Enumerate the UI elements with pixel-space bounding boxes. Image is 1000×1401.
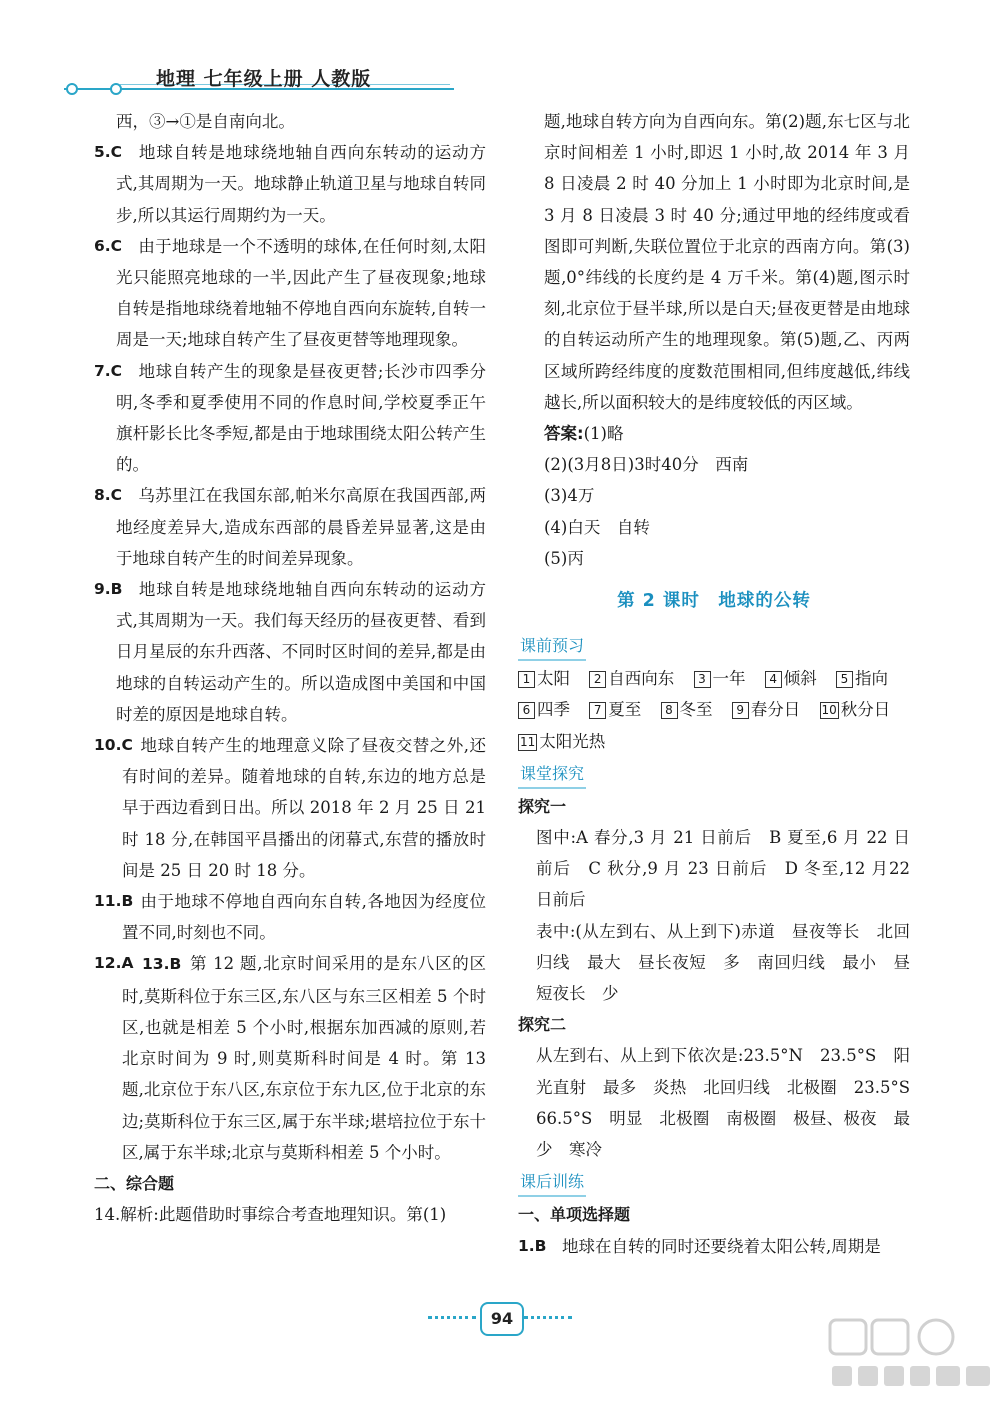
explore-two-text: 从左到右、从上到下依次是:23.5°N 23.5°S 阳光直射 最多 炎热 北回归线 北极圈 23.5°S 66.5°S 明显 北极圈 南极圈 极昼、极夜 最少 寒冷 — [536, 1046, 927, 1160]
lesson-title: 第 2 课时 地球的公转 — [617, 591, 811, 612]
preview-tag: 课前预习 — [518, 633, 586, 661]
answer-text: 地球自转是地球绕地轴自西向东转动的运动方式,其周期为一天。我们每天经历的昼夜更替、看到日月星辰的东升西落、不同时区时间的差异,都是由地球的自转运动产生的。所以造成图中美国和中国时差的原因是地球自转。 — [116, 580, 486, 724]
answer-number: 5.C — [94, 143, 123, 162]
answer-text: 地球自转产生的现象是昼夜更替;长沙市四季分明,冬季和夏季使用不同的作息时间,学校夏季正午旗杆影长比冬季短,都是由于地球围绕太阳公转产生的。 — [116, 361, 486, 475]
answer-number: 6.C — [94, 236, 123, 255]
page-header — [0, 0, 1000, 100]
answer-item-9 — [94, 574, 486, 730]
number-box: 10 — [821, 703, 837, 718]
number-box: 7 — [589, 702, 606, 719]
page-number: 94 — [480, 1302, 524, 1336]
preview-item: 5 指向 — [836, 663, 888, 694]
header-circle-icon — [66, 83, 78, 95]
header-title: 地理 七年级上册 人教版 — [156, 68, 372, 90]
number-box: 4 — [765, 671, 782, 688]
practice-item-1 — [518, 1231, 910, 1262]
answer-number: 1.B — [518, 1236, 547, 1255]
answer-text: 此题借助时事综合考查地理知识。第(1) — [158, 1205, 447, 1225]
answer-number: 9.B — [94, 580, 123, 599]
explore-tag: 课堂探究 — [518, 761, 586, 789]
number-box: 5 — [836, 671, 853, 688]
answer-item-11 — [94, 886, 486, 948]
answer-item-10 — [94, 730, 486, 886]
preview-item: 3 一年 — [694, 663, 746, 694]
preview-item: 4 倾斜 — [765, 663, 817, 694]
number-box: 1 — [518, 671, 535, 688]
preview-answers — [518, 663, 910, 757]
answer-line: (5)丙 — [544, 548, 584, 568]
answer-number: 10.C — [94, 736, 133, 755]
answer-text: 地球自转是地球绕地轴自西向东转动的运动方式,其周期为一天。地球静止轨道卫星与地球自转同步,所以其运行周期约为一天。 — [116, 143, 486, 225]
explore-one-title: 探究一 — [518, 796, 567, 816]
number-box: 11 — [520, 734, 536, 749]
number-box: 6 — [518, 702, 535, 719]
analysis-label: 解析: — [120, 1205, 159, 1225]
answer-line: (4)白天 自转 — [544, 517, 650, 537]
answer-number-13: 13.B — [142, 955, 182, 974]
answer-line: (2)(3月8日)3时40分 西南 — [544, 455, 749, 475]
answer-number: 7.C — [94, 361, 123, 380]
analysis-continuation: 题,地球自转方向为自西向东。第(2)题,东七区与北京时间相差 1 小时,即迟 1 小时,故 2014 年 3 月 8 日凌晨 2 时 40 分加上 1 小时即为北京时间,是 3 月 8 日凌晨 3 时 40 分;通过甲地的经纬度或看图即可判断,失联位置位于北京的西南方向。第(3)题,0°纬线的长度约是 4 万千米。第(4)题,图示时刻,北京位于昼半球,所以是白天;昼夜更替是由地球的自转运动所产生的地理现象。第(5)题,乙、丙两区域所跨经纬度的度数范围相同,但纬度越低,纬线越长,所以面积较大的是纬度较低的丙区域。 — [544, 112, 910, 412]
answer-item-7 — [94, 356, 486, 481]
footer-dots — [524, 1316, 572, 1322]
explore-one-figure: 图中:A 春分,3 月 21 日前后 B 夏至,6 月 22 日前后 C 秋分,9 月 23 日前后 D 冬至,12 月22 日前后 — [536, 828, 910, 910]
answer-number: 14. — [94, 1205, 121, 1225]
answer-item-6 — [94, 231, 486, 356]
preview-item: 9 春分日 — [732, 694, 801, 725]
answer-continuation: 西，③→①是自南向北。 — [116, 112, 295, 131]
preview-item: 11 太阳光热 — [520, 731, 606, 751]
answer-item-8 — [94, 480, 486, 574]
answer-text: 由于地球不停地自西向东自转,各地因为经度位置不同,时刻也不同。 — [122, 892, 486, 943]
number-box: 2 — [589, 671, 606, 688]
header-circle-icon — [110, 83, 122, 95]
left-column — [94, 106, 486, 1230]
answer-number: 12.A — [94, 954, 134, 973]
answer-item-12 — [94, 948, 486, 1167]
number-box: 9 — [732, 702, 749, 719]
answer-text: 由于地球是一个不透明的球体,在任何时刻,太阳光只能照亮地球的一半,因此产生了昼夜现象;地球自转是指地球绕着地轴不停地自西向东旋转,自转一周是一天;地球自转产生了昼夜更替等地理现象。 — [116, 236, 486, 350]
answer-item-5 — [94, 137, 486, 231]
answer-text: 乌苏里江在我国东部,帕米尔高原在我国西部,两地经度差异大,造成东西部的晨昏差异显著,这是由于地球自转产生的时间差异现象。 — [116, 486, 486, 568]
practice-tag: 课后训练 — [518, 1169, 586, 1197]
preview-item: 10 秋分日 — [821, 700, 891, 720]
watermark-logo — [826, 1312, 996, 1392]
answer-text: 地球自转产生的地理意义除了昼夜交替之外,还有时间的差异。随着地球的自转,东边的地方总是早于西边看到日出。所以 2018 年 2 月 25 日 21 时 18 分,在韩国平昌播出的闭幕式,东营的播放时间是 25 日 20 时 18 分。 — [122, 736, 486, 880]
footer-dots — [428, 1316, 476, 1322]
preview-item: 8 冬至 — [661, 694, 713, 725]
section-heading: 二、综合题 — [94, 1173, 175, 1193]
preview-item: 7 夏至 — [589, 694, 641, 725]
number-box: 3 — [694, 671, 711, 688]
section-heading: 一、单项选择题 — [518, 1205, 631, 1225]
answer-line: (1)略 — [583, 424, 624, 444]
answer-number: 8.C — [94, 486, 123, 505]
answer-line: (3)4万 — [544, 486, 595, 506]
answer-item-14 — [94, 1199, 486, 1230]
preview-item: 2 自西向东 — [589, 663, 674, 694]
explore-one-table: 表中:(从左到右、从上到下)赤道 昼夜等长 北回归线 最大 昼长夜短 多 南回归线 最小 昼短夜长 少 — [536, 921, 910, 1004]
preview-item: 1 太阳 — [518, 663, 570, 694]
answer-text: 地球在自转的同时还要绕着太阳公转,周期是 — [562, 1236, 881, 1256]
explore-two-title: 探究二 — [518, 1015, 567, 1035]
number-box: 8 — [661, 702, 678, 719]
answer-text: 第 12 题,北京时间采用的是东八区的区时,莫斯科位于东三区,东八区与东三区相差 5 个时区,也就是相差 5 个小时,根据东加西减的原则,若北京时间为 9 时,则莫斯科时间是 4 时。第 13 题,北京位于东八区,东京位于东九区,位于北京的东边;莫斯科位于东三区,属于东半球;堪培拉位于东十区,属于东半球;北京与莫斯科相差 5 个小时。 — [122, 954, 486, 1162]
answer-block — [518, 418, 910, 574]
preview-item: 6 四季 — [518, 694, 570, 725]
answer-number: 11.B — [94, 892, 134, 911]
right-column — [518, 106, 927, 1262]
answer-label: 答案: — [544, 424, 584, 444]
